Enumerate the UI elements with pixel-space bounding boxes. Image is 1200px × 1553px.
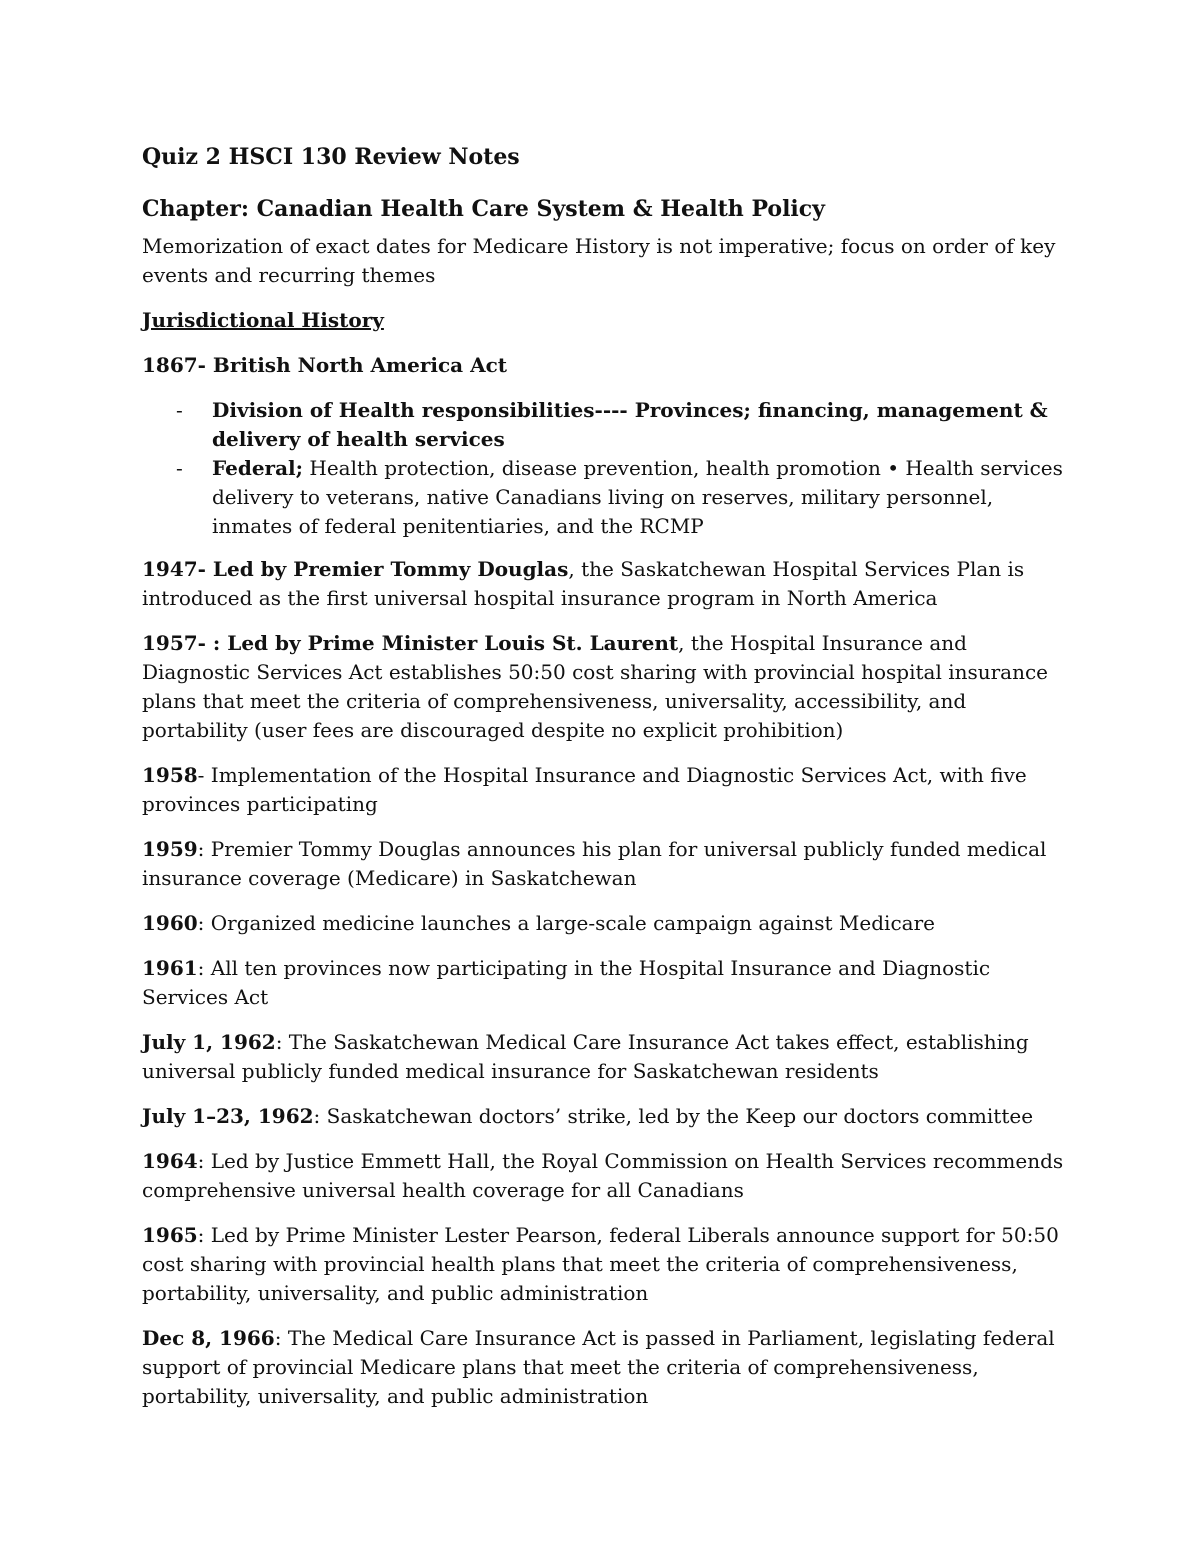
event-date: 1960 [142, 911, 198, 935]
event-date: July 1–23, 1962 [142, 1104, 314, 1128]
event-text: : The Saskatchewan Medical Care Insurance Act takes effect, establishing universal publicly funded medical insurance for Saskatchewan residents [142, 1030, 1029, 1083]
event-text: : Led by Justice Emmett Hall, the Royal Commission on Health Services recommends comprehensive universal health coverage for all Canadians [142, 1149, 1064, 1202]
document-title: Quiz 2 HSCI 130 Review Notes [142, 144, 520, 170]
event-date: 1965 [142, 1223, 198, 1247]
event-date: Dec 8, 1966 [142, 1326, 275, 1350]
section-heading: Jurisdictional History [142, 308, 384, 332]
list-item [142, 396, 1067, 454]
event-paragraph [142, 835, 1067, 893]
bullet-text: Health protection, disease prevention, health promotion • Health services delivery to veterans, native Canadians living on reserves, military personnel, inmates of federal penitentiaries, and the RCMP [212, 456, 1063, 538]
event-paragraph [142, 1147, 1067, 1205]
chapter-heading: Chapter: Canadian Health Care System & Health Policy [142, 196, 825, 222]
event-paragraph [142, 1324, 1067, 1411]
event-text: , the Saskatchewan Hospital Services Plan is introduced as the first universal hospital insurance program in North America [142, 557, 1025, 610]
list-item [142, 454, 1067, 541]
event-text: - Implementation of the Hospital Insurance and Diagnostic Services Act, with five provinces participating [142, 763, 1027, 816]
responsibility-list [142, 396, 1067, 541]
event-date: 1958 [142, 763, 198, 787]
bullet-bold-text: Division of Health responsibilities---- Provinces; financing, management & delivery of health services [212, 398, 1048, 451]
event-date: 1959 [142, 837, 198, 861]
event-paragraph [142, 909, 1067, 938]
event-text: : Saskatchewan doctors’ strike, led by the Keep our doctors committee [313, 1104, 1034, 1128]
bullet-bold-text: Federal; [212, 456, 304, 480]
event-paragraph [142, 629, 1067, 745]
bullet-dash: - [176, 456, 183, 480]
event-paragraph [142, 1102, 1067, 1131]
intro-paragraph: Memorization of exact dates for Medicare History is not imperative; focus on order of key events and recurring themes [142, 234, 1056, 287]
event-date: 1957- : Led by Prime Minister Louis St. Laurent [142, 631, 679, 655]
document-page [142, 142, 1067, 1427]
event-text: : Premier Tommy Douglas announces his plan for universal publicly funded medical insurance coverage (Medicare) in Saskatchewan [142, 837, 1047, 890]
event-text: : All ten provinces now participating in the Hospital Insurance and Diagnostic Services Act [142, 956, 991, 1009]
event-date: July 1, 1962 [142, 1030, 276, 1054]
event-paragraph [142, 954, 1067, 1012]
bullet-dash: - [176, 398, 183, 422]
event-text: , the Hospital Insurance and Diagnostic Services Act establishes 50:50 cost sharing with provincial hospital insurance plans that meet the criteria of comprehensiveness, universality, accessibility, and portability (user fees are discouraged despite no explicit prohibition) [142, 631, 1049, 742]
event-date: 1961 [142, 956, 198, 980]
event-paragraph [142, 1221, 1067, 1308]
event-text: : Led by Prime Minister Lester Pearson, federal Liberals announce support for 50:50 cost sharing with provincial health plans that meet the criteria of comprehensiveness, portability, universality, and public administration [142, 1223, 1059, 1305]
event-text: : The Medical Care Insurance Act is passed in Parliament, legislating federal support of provincial Medicare plans that meet the criteria of comprehensiveness, portability, universality, and public administration [142, 1326, 1055, 1408]
event-date: 1947- Led by Premier Tommy Douglas [142, 557, 569, 581]
event-1867: 1867- British North America Act [142, 353, 508, 377]
event-text: : Organized medicine launches a large-scale campaign against Medicare [197, 911, 935, 935]
event-paragraph [142, 1028, 1067, 1086]
event-paragraph [142, 555, 1067, 613]
event-paragraph [142, 761, 1067, 819]
event-date: 1964 [142, 1149, 198, 1173]
